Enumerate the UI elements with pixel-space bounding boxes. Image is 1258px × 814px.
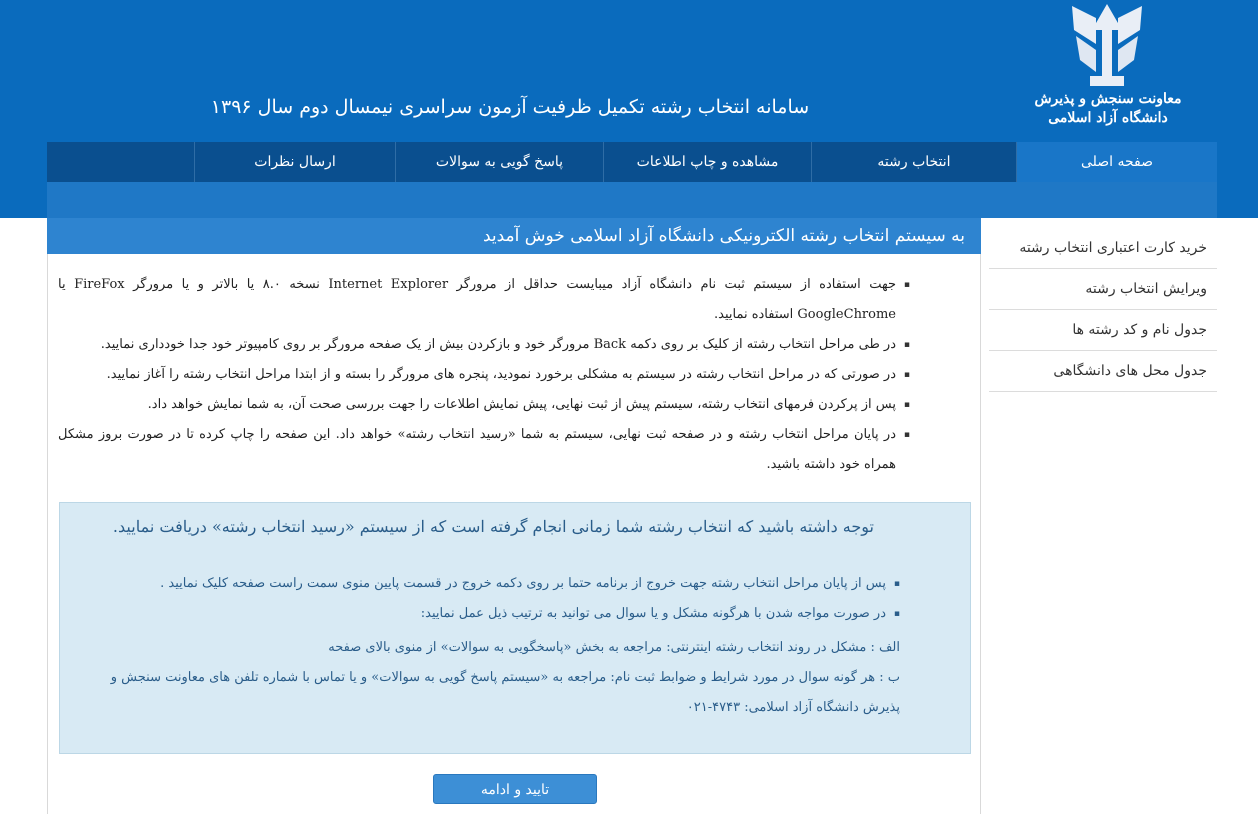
rule-item: ▪ پس از پرکردن فرمهای انتخاب رشته، سیستم پیش از ثبت نهایی، پیش نمایش اطلاعات را جهت بررسی صحت آن، به شما نمایش خواهد داد. — [58, 390, 910, 420]
nav-item-answers[interactable]: پاسخ گویی به سوالات — [395, 142, 603, 182]
welcome-text: به سیستم انتخاب رشته الکترونیکی دانشگاه آزاد اسلامی خوش آمدید — [482, 226, 965, 246]
sidebar-item-buy-card[interactable]: خرید کارت اعتباری انتخاب رشته — [989, 228, 1217, 269]
sidebar-item-university-locations[interactable]: جدول محل های دانشگاهی — [989, 351, 1217, 392]
sub-strip — [47, 182, 1217, 218]
rule-item: ▪ در طی مراحل انتخاب رشته از کلیک بر روی دکمه Back مرورگر خود و بازکردن بیش از یک صفحه مرورگر بر روی کامپیوتر خود جدا خودداری نمایید. — [58, 330, 910, 360]
info-line-b: ب : هر گونه سوال در مورد شرایط و ضوابط ثبت نام: مراجعه به «سیستم پاسخ گویی به سوالات» و یا تماس با شماره تلفن های معاونت سنجش و پذیرش دانشگاه آزاد اسلامی: ۴۷۴۳-۰۲۱ — [110, 670, 900, 715]
org-name — [1018, 90, 1198, 128]
site-title: سامانه انتخاب رشته تکمیل ظرفیت آزمون سراسری نیمسال دوم سال ۱۳۹۶ — [210, 96, 810, 118]
info-list — [100, 569, 900, 629]
university-logo-icon — [1066, 0, 1148, 92]
info-box — [59, 502, 971, 754]
org-name-line1: معاونت سنجش و پذیرش — [1034, 91, 1182, 107]
rule-item: ▪ در پایان مراحل انتخاب رشته و در صفحه ثبت نهایی، سیستم به شما «رسید انتخاب رشته» خواهد داد. این صفحه را چاپ کرده تا در صورت بروز مشکل همراه خود داشته باشید. — [58, 420, 910, 480]
org-name-line2: دانشگاه آزاد اسلامی — [1048, 110, 1168, 126]
nav-item-field-selection[interactable]: انتخاب رشته — [811, 142, 1016, 182]
welcome-heading — [47, 218, 981, 254]
nav-item-feedback[interactable]: ارسال نظرات — [194, 142, 395, 182]
info-line-a: الف : مشکل در روند انتخاب رشته اینترنتی: مراجعه به بخش «پاسخگویی به سوالات» از منوی بالای صفحه — [328, 640, 900, 655]
info-lines — [100, 633, 900, 723]
info-title: توجه داشته باشید که انتخاب رشته شما زمانی انجام گرفته است که از سیستم «رسید انتخاب رشته» دریافت نمایید. — [112, 517, 874, 536]
rule-item: ▪ در صورتی که در مراحل انتخاب رشته در سیستم به مشکلی برخورد نمودید، پنجره های مرورگر را بسته و از ابتدا مراحل انتخاب رشته را آغاز نمایید. — [58, 360, 910, 390]
sidebar-item-field-codes[interactable]: جدول نام و کد رشته ها — [989, 310, 1217, 351]
nav-item-view-print[interactable]: مشاهده و چاپ اطلاعات — [603, 142, 811, 182]
nav-item-home[interactable]: صفحه اصلی — [1016, 142, 1217, 182]
rules-list — [58, 270, 910, 480]
info-item: ▪ در صورت مواجه شدن با هرگونه مشکل و یا سوال می توانید به ترتیب ذیل عمل نمایید: — [100, 599, 900, 629]
sidebar-menu — [989, 228, 1217, 392]
sidebar-item-edit-selection[interactable]: ویرایش انتخاب رشته — [989, 269, 1217, 310]
rule-item: ▪ جهت استفاده از سیستم ثبت نام دانشگاه آزاد میبایست حداقل از مرورگر Internet Explorer نسخه ۸.۰ یا بالاتر و یا مرورگر FireFox یا GoogleChrome استفاده نمایید. — [58, 270, 910, 330]
info-item: ▪ پس از پایان مراحل انتخاب رشته جهت خروج از برنامه حتما بر روی دکمه خروج در قسمت پایین منوی سمت راست صفحه کلیک نمایید . — [100, 569, 900, 599]
continue-button[interactable]: تایید و ادامه — [433, 774, 597, 804]
main-nav — [47, 142, 1217, 182]
